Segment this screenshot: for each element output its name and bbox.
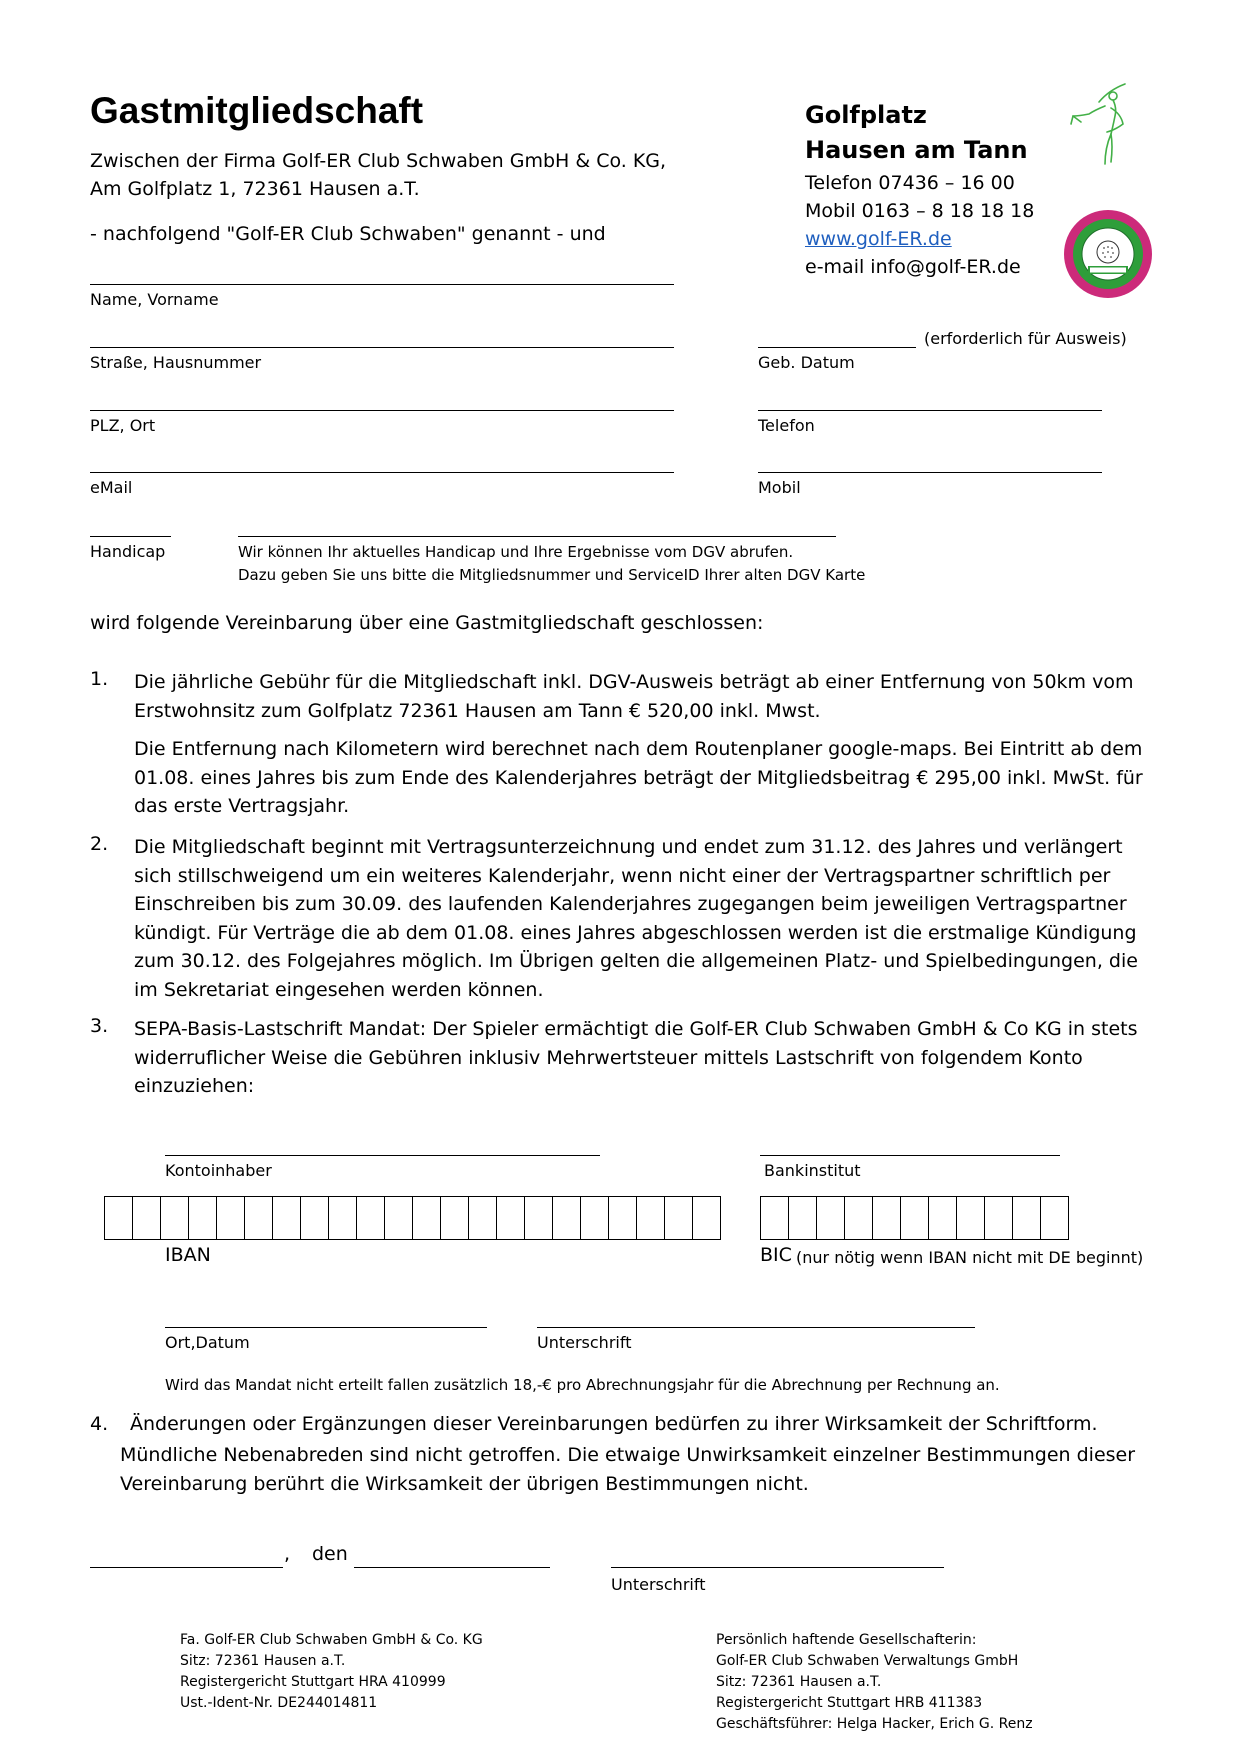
club-mobile: Mobil 0163 – 8 18 18 18 <box>805 200 1035 222</box>
birth-date-label: Geb. Datum <box>758 353 855 372</box>
iban-char-box[interactable] <box>581 1196 609 1240</box>
iban-char-box[interactable] <box>609 1196 637 1240</box>
final-signature-field-line[interactable] <box>611 1567 944 1568</box>
footer-company-info <box>180 1630 483 1714</box>
club-name-2: Hausen am Tann <box>805 136 1028 164</box>
bic-char-box[interactable] <box>761 1196 789 1240</box>
mobile-field-label: Mobil <box>758 478 801 497</box>
phone-field-label: Telefon <box>758 416 815 435</box>
clause-1-number: 1. <box>90 668 109 690</box>
bank-field-line[interactable] <box>760 1155 1060 1156</box>
name-field-line[interactable] <box>90 284 674 285</box>
clause-4-rest: Mündliche Nebenabreden sind nicht getroffen. Die etwaige Unwirksamkeit einzelner Bestimmungen dieser Vereinbarung berührt die Wirksamkeit der übrigen Bestimmungen nicht. <box>120 1444 1136 1495</box>
iban-boxes[interactable] <box>104 1196 721 1240</box>
clause-2-text: Die Mitgliedschaft beginnt mit Vertragsunterzeichnung und endet zum 31.12. des Jahres und verlängert sich stillschweigend um ein weiteres Kalenderjahr, wenn nicht einer der Vertragspartner schriftlich per Einschreiben bis zum 30.09. des laufenden Kalenderjahres zugegangen beim jeweiligen Vertragspartner kündigt. Für Verträge die ab dem 01.08. eines Jahres abgeschlossen werden ist die erstmalige Kündigung zum 30.12. des Folgejahres möglich. Im Übrigen gelten die allgemeinen Platz- und Spielbedingungen, die im Sekretariat eingesehen werden können. <box>134 836 1138 1001</box>
iban-char-box[interactable] <box>469 1196 497 1240</box>
bic-char-box[interactable] <box>985 1196 1013 1240</box>
club-email: e-mail info@golf-ER.de <box>805 256 1021 278</box>
birth-date-note: (erforderlich für Ausweis) <box>924 329 1127 348</box>
agreement-intro: wird folgende Vereinbarung über eine Gastmitgliedschaft geschlossen: <box>90 612 764 634</box>
club-seal-icon <box>1062 208 1154 300</box>
bic-char-box[interactable] <box>901 1196 929 1240</box>
intro-line-1: Zwischen der Firma Golf-ER Club Schwaben GmbH & Co. KG, <box>90 150 667 172</box>
intro-line-2: Am Golfplatz 1, 72361 Hausen a.T. <box>90 178 420 200</box>
iban-char-box[interactable] <box>553 1196 581 1240</box>
footer-left-line-3: Registergericht Stuttgart HRA 410999 <box>180 1674 446 1690</box>
page-title: Gastmitgliedschaft <box>90 90 424 131</box>
footer-right-line-1: Persönlich haftende Gesellschafterin: <box>716 1632 977 1648</box>
footer-left-line-4: Ust.-Ident-Nr. DE244014811 <box>180 1695 378 1711</box>
clause-2-number: 2. <box>90 833 109 855</box>
bic-char-box[interactable] <box>845 1196 873 1240</box>
bic-note: (nur nötig wenn IBAN nicht mit DE beginnt) <box>796 1248 1144 1267</box>
bic-char-box[interactable] <box>873 1196 901 1240</box>
club-name-1: Golfplatz <box>805 101 927 129</box>
iban-char-box[interactable] <box>665 1196 693 1240</box>
iban-char-box[interactable] <box>385 1196 413 1240</box>
clause-3-text: SEPA-Basis-Lastschrift Mandat: Der Spieler ermächtigt die Golf-ER Club Schwaben GmbH & Co KG in stets widerruflicher Weise die Gebühren inklusiv Mehrwertsteuer mittels Lastschrift von folgendem Konto einzuziehen: <box>134 1018 1138 1097</box>
handicap-note-2: Dazu geben Sie uns bitte die Mitgliedsnummer und ServiceID Ihrer alten DGV Karte <box>238 566 866 584</box>
city-field-label: PLZ, Ort <box>90 416 156 435</box>
iban-char-box[interactable] <box>525 1196 553 1240</box>
club-website-link[interactable]: www.golf-ER.de <box>805 228 952 250</box>
clause-1-paragraph-1: Die jährliche Gebühr für die Mitgliedschaft inkl. DGV-Ausweis beträgt ab einer Entfernung von 50km vom Erstwohnsitz zum Golfplatz 72361 Hausen am Tann € 520,00 inkl. Mwst. <box>134 671 1134 722</box>
iban-char-box[interactable] <box>217 1196 245 1240</box>
iban-char-box[interactable] <box>413 1196 441 1240</box>
final-den-label: den <box>312 1543 348 1565</box>
footer-left-line-1: Fa. Golf-ER Club Schwaben GmbH & Co. KG <box>180 1632 483 1648</box>
clause-3-number: 3. <box>90 1015 109 1037</box>
footer-right-line-4: Registergericht Stuttgart HRB 411383 <box>716 1695 983 1711</box>
final-place-field-line[interactable] <box>90 1567 283 1568</box>
iban-char-box[interactable] <box>693 1196 721 1240</box>
footer-right-line-5: Geschäftsführer: Helga Hacker, Erich G. Renz <box>716 1716 1033 1732</box>
dgv-number-field-line[interactable] <box>238 536 836 537</box>
iban-char-box[interactable] <box>245 1196 273 1240</box>
birth-date-field-line[interactable] <box>758 347 916 348</box>
final-date-field-line[interactable] <box>354 1567 550 1568</box>
iban-char-box[interactable] <box>133 1196 161 1240</box>
bic-char-box[interactable] <box>957 1196 985 1240</box>
sepa-place-date-label: Ort,Datum <box>165 1333 250 1352</box>
iban-char-box[interactable] <box>497 1196 525 1240</box>
bic-boxes[interactable] <box>760 1196 1069 1240</box>
intro-line-3: - nachfolgend "Golf-ER Club Schwaben" genannt - und <box>90 223 606 245</box>
footer-right-line-2: Golf-ER Club Schwaben Verwaltungs GmbH <box>716 1653 1019 1669</box>
mobile-field-line[interactable] <box>758 472 1102 473</box>
bic-label: BIC <box>760 1244 792 1266</box>
handicap-label: Handicap <box>90 542 166 561</box>
iban-char-box[interactable] <box>189 1196 217 1240</box>
iban-label: IBAN <box>165 1244 211 1266</box>
sepa-signature-field-line[interactable] <box>537 1327 975 1328</box>
sepa-signature-label: Unterschrift <box>537 1333 632 1352</box>
bic-char-box[interactable] <box>817 1196 845 1240</box>
iban-char-box[interactable] <box>357 1196 385 1240</box>
final-signature-label: Unterschrift <box>611 1575 706 1594</box>
iban-char-box[interactable] <box>441 1196 469 1240</box>
bic-char-box[interactable] <box>1041 1196 1069 1240</box>
street-field-label: Straße, Hausnummer <box>90 353 262 372</box>
iban-char-box[interactable] <box>105 1196 133 1240</box>
handicap-note-1: Wir können Ihr aktuelles Handicap und Ihre Ergebnisse vom DGV abrufen. <box>238 543 794 561</box>
iban-char-box[interactable] <box>329 1196 357 1240</box>
email-field-line[interactable] <box>90 472 674 473</box>
clause-4-number: 4. <box>90 1413 109 1435</box>
sepa-mandate-note: Wird das Mandat nicht erteilt fallen zusätzlich 18,-€ pro Abrechnungsjahr für die Abrechnung per Rechnung an. <box>165 1376 1000 1394</box>
iban-char-box[interactable] <box>301 1196 329 1240</box>
bic-char-box[interactable] <box>1013 1196 1041 1240</box>
footer-partner-info <box>716 1630 1033 1735</box>
phone-field-line[interactable] <box>758 410 1102 411</box>
footer-right-line-3: Sitz: 72361 Hausen a.T. <box>716 1674 882 1690</box>
sepa-place-date-field-line[interactable] <box>165 1327 487 1328</box>
golfer-logo-icon <box>1065 80 1135 170</box>
club-phone: Telefon 07436 – 16 00 <box>805 172 1015 194</box>
bank-label: Bankinstitut <box>764 1161 861 1180</box>
iban-char-box[interactable] <box>161 1196 189 1240</box>
final-comma: , <box>284 1543 291 1565</box>
footer-left-line-2: Sitz: 72361 Hausen a.T. <box>180 1653 346 1669</box>
clause-4-line-1: Änderungen oder Ergänzungen dieser Vereinbarungen bedürfen zu ihrer Wirksamkeit der Schriftform. <box>130 1413 1098 1435</box>
email-field-label: eMail <box>90 478 133 497</box>
account-holder-field-line[interactable] <box>165 1155 600 1156</box>
city-field-line[interactable] <box>90 410 674 411</box>
clause-1-paragraph-2: Die Entfernung nach Kilometern wird berechnet nach dem Routenplaner google-maps. Bei Eintritt ab dem 01.08. eines Jahres bis zum Ende des Kalenderjahres beträgt der Mitgliedsbeitrag € 295,00 inkl. MwSt. für das erste Vertragsjahr. <box>134 738 1143 817</box>
iban-char-box[interactable] <box>637 1196 665 1240</box>
iban-char-box[interactable] <box>273 1196 301 1240</box>
handicap-field-line[interactable] <box>90 536 171 537</box>
name-field-label: Name, Vorname <box>90 290 219 309</box>
bic-char-box[interactable] <box>789 1196 817 1240</box>
street-field-line[interactable] <box>90 347 674 348</box>
account-holder-label: Kontoinhaber <box>165 1161 272 1180</box>
bic-char-box[interactable] <box>929 1196 957 1240</box>
